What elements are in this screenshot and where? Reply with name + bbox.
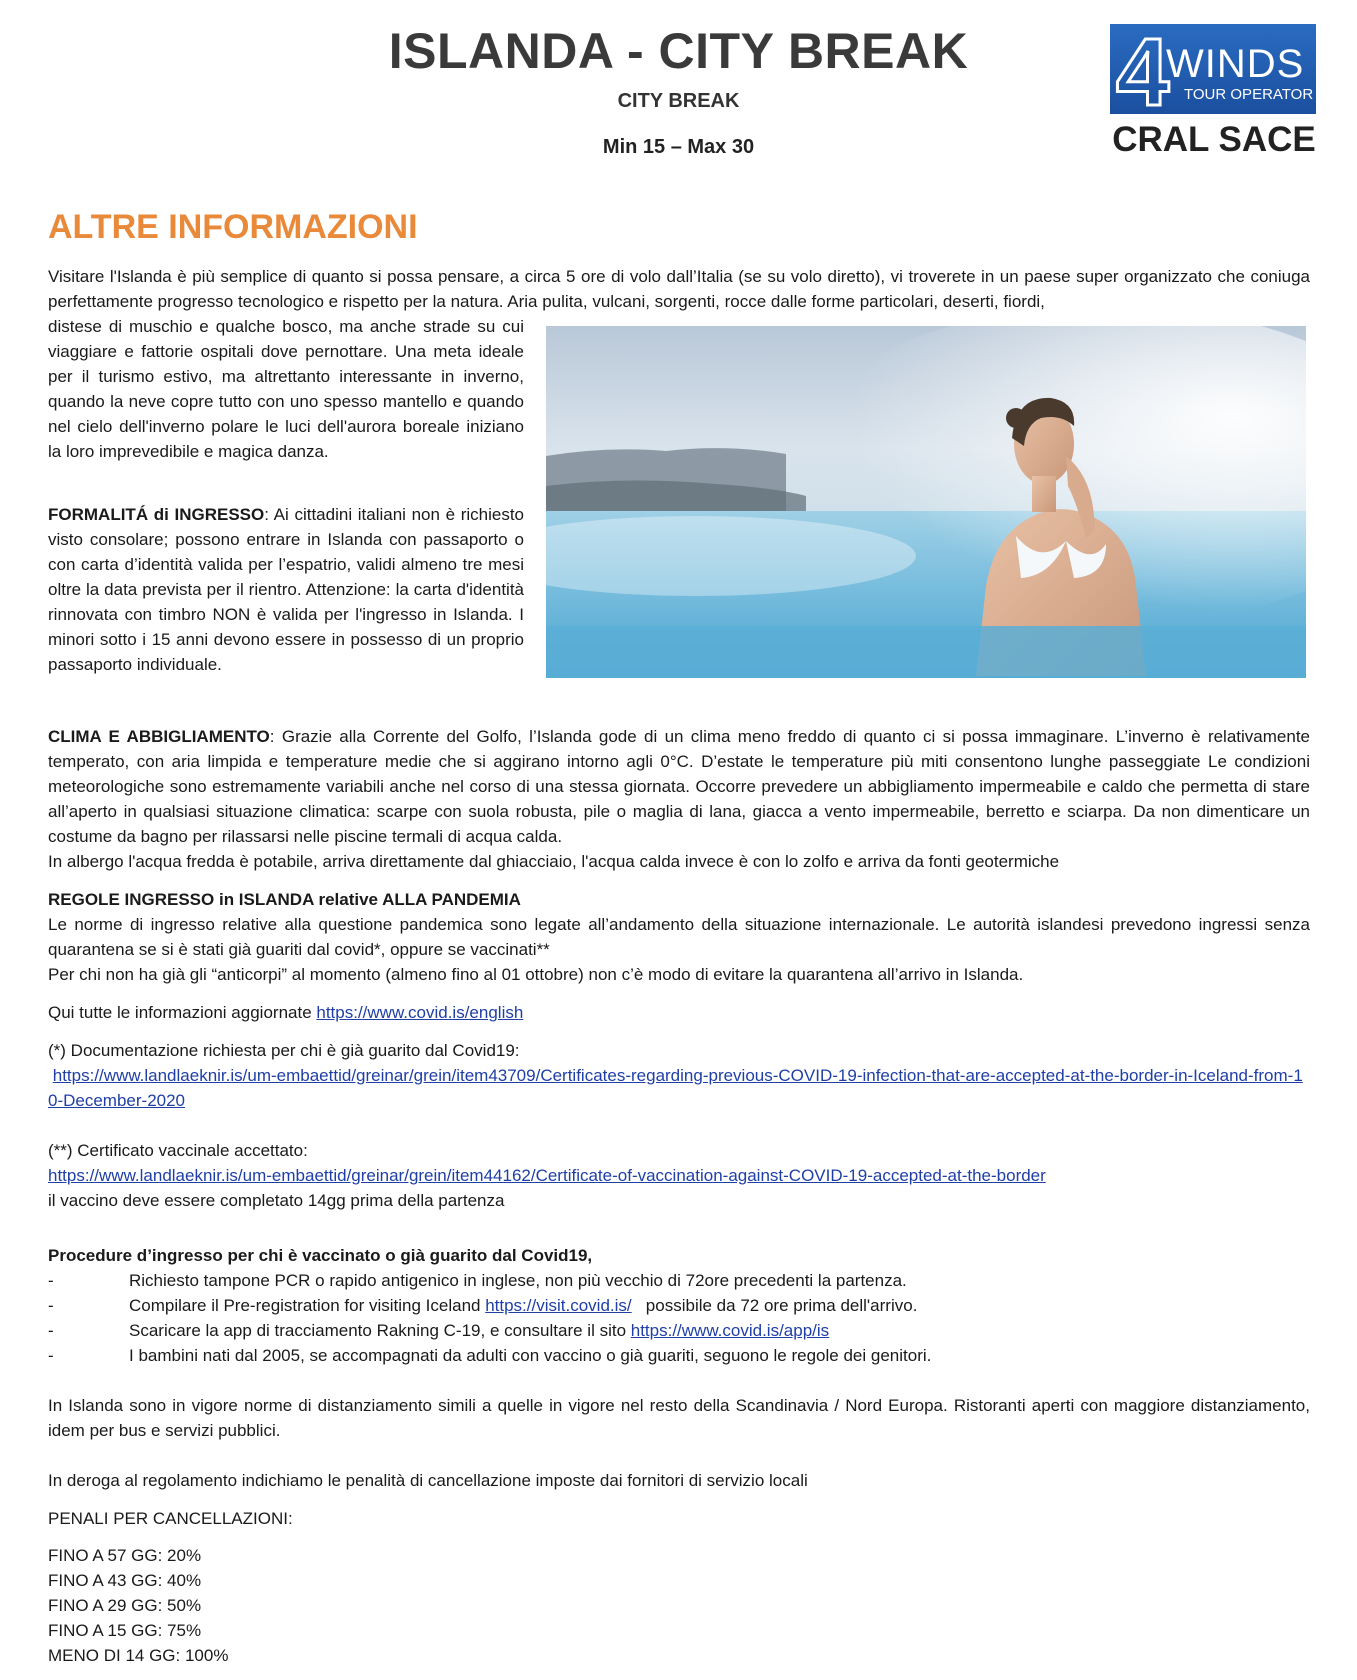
page-title: ISLANDA - CITY BREAK [388,23,969,79]
procedure-item-content [129,1318,829,1343]
bullet-dash: - [48,1271,54,1290]
formalita-text: : Ai cittadini italiani non è richiesto visto consolare; possono entrare in Islanda con passaporto o con carta d’identità valida per l’espatrio, validi almeno tre mesi oltre la data prevista per il rientro. Attenzione: la carta d'identità rinnovata con timbro NON è valida per l'ingresso in Islanda. I minori sotto i 15 anni devono essere in possesso di un proprio passaporto individuale. [48,505,524,674]
guarito-label: (*) Documentazione richiesta per chi è già guarito dal Covid19: [48,1041,520,1060]
page-subtitle: CITY BREAK [617,90,740,112]
procedure-title [48,1243,1310,1268]
list-item: FINO A 57 GG: 20% [48,1546,202,1565]
logo-brand: WINDS [1166,42,1305,86]
procedure-list [48,1268,1310,1368]
regole-paragraph: Le norme di ingresso relative alla questione pandemica sono legate all’andamento della situazione internazionale. Le autorità islandesi prevedono ingressi senza quarantena se si è stati già guariti dal covid*, oppure se vaccinati** [48,915,1310,959]
list-item: FINO A 15 GG: 75% [48,1621,202,1640]
vaccino-link-line [48,1163,1310,1188]
vaccino-link[interactable]: https://www.landlaeknir.is/um-embaettid/greinar/grein/item44162/Certificate-of-vaccination-against-COVID-19-accepted-at-the-border [48,1166,1046,1185]
blue-lagoon-photo [546,326,1306,678]
regole-paragraph-2: Per chi non ha già gli “anticorpi” al momento (almeno fino al 01 ottobre) non c’è modo di evitare la quarantena all’arrivo in Islanda. [48,965,1024,984]
procedure-item-text: Richiesto tampone PCR o rapido antigenico in inglese, non più vecchio di 72ore precedenti la partenza. [129,1271,907,1290]
vaccino-label: (**) Certificato vaccinale accettato: [48,1141,308,1160]
list-item: MENO DI 14 GG: 100% [48,1646,229,1665]
list-item: FINO A 29 GG: 50% [48,1596,202,1615]
penali-title: PENALI PER CANCELLAZIONI: [48,1509,293,1528]
list-item [48,1318,1310,1343]
procedure-item-text: Scaricare la app di tracciamento Rakning C-19, e consultare il sito [129,1321,631,1340]
list-item [48,1293,1310,1318]
procedure-item-content [129,1293,917,1318]
participants-range: Min 15 – Max 30 [602,136,755,158]
distanziamento-paragraph: In Islanda sono in vigore norme di distanziamento simili a quelle in vigore nel resto della Scandinavia / Nord Europa. Ristoranti aperti con maggiore distanziamento, idem per bus e servizi pubblici. [48,1396,1310,1440]
deroga-paragraph: In deroga al regolamento indichiamo le penalità di cancellazione imposte dai fornitori di servizio locali [48,1471,808,1490]
info-line [48,1000,1310,1025]
section-title: ALTRE INFORMAZIONI [48,208,418,246]
covid-info-link[interactable]: https://www.covid.is/english [316,1003,524,1022]
clima-paragraph [48,724,1310,849]
bullet-dash: - [48,1346,54,1365]
vaccino-note: il vaccino deve essere completato 14gg prima della partenza [48,1191,505,1210]
4winds-logo [1110,19,1316,126]
organization-name: CRAL SACE [1112,120,1316,159]
covid-app-link[interactable]: https://www.covid.is/app/is [630,1321,830,1340]
procedure-item-text: I bambini nati dal 2005, se accompagnati da adulti con vaccino o già guariti, seguono le regole dei genitori. [129,1346,932,1365]
bullet-dash: - [48,1321,54,1340]
water-paragraph: In albergo l'acqua fredda è potabile, arriva direttamente dal ghiacciaio, l'acqua calda invece è con lo zolfo e arriva da fonti geotermiche [48,852,1060,871]
list-item [48,1268,1310,1293]
procedure-title-text: Procedure d’ingresso per chi è vaccinato o già guarito dal Covid19, [48,1246,593,1265]
list-item [48,1343,1310,1368]
formalita-paragraph [48,502,524,677]
clima-label: CLIMA E ABBIGLIAMENTO [48,727,270,746]
penali-list [48,1543,228,1668]
visit-covid-link[interactable]: https://visit.covid.is/ [485,1296,632,1315]
intro-paragraph: Visitare l'Islanda è più semplice di quanto si possa pensare, a circa 5 ore di volo dall’Italia (se su volo diretto), vi troverete in un paese super organizzato che coniuga perfettamente progresso tecnologico e rispetto per la natura. Aria pulita, vulcani, sorgenti, rocce dalle forme particolari, deserti, fiordi, [48,267,1310,311]
guarito-link[interactable]: https://www.landlaeknir.is/um-embaettid/greinar/grein/item43709/Certificates-regarding-previous-COVID-19-infection-that-are-accepted-at-the-border-in-Iceland-from-10-December-2020 [48,1066,1303,1110]
info-prefix: Qui tutte le informazioni aggiornate [48,1003,317,1022]
list-item: FINO A 43 GG: 40% [48,1571,202,1590]
procedure-item-after: possibile da 72 ore prima dell'arrivo. [631,1296,918,1315]
bullet-dash: - [48,1296,54,1315]
regole-title-text: REGOLE INGRESSO in ISLANDA relative ALLA PANDEMIA [48,890,521,909]
procedure-item-text: Compilare il Pre-registration for visiting Iceland [129,1296,486,1315]
formalita-label: FORMALITÁ di INGRESSO [48,505,265,524]
logo-number: 4 [1116,19,1170,126]
guarito-link-line [48,1063,1310,1113]
regole-title [48,887,1310,912]
clima-text: : Grazie alla Corrente del Golfo, l’Islanda gode di un clima meno freddo di quanto ci si possa immaginare. L’inverno è relativamente temperato, con aria limpida e temperature medie che si aggirano intorno agli 0°C. D’estate le temperature più miti consentono lunghe passeggiate Le condizioni meteorologiche sono estremamente variabili anche nel corso di una stessa giornata. Occorre prevedere un abbigliamento impermeabile e caldo che permetta di stare all’aperto in qualsiasi situazione climatica: scarpe con suola robusta, pile o maglia di lana, giacca a vento impermeabile, berretto e sciarpa. Da non dimenticare un costume da bagno per rilassarsi nelle piscine termali di acqua calda. [48,727,1310,846]
intro-continued: distese di muschio e qualche bosco, ma anche strade su cui viaggiare e fattorie ospitali dove pernottare. Una meta ideale per il turismo estivo, ma altrettanto interessante in inverno, quando la neve copre tutto con uno spesso mantello e quando nel cielo dell'inverno polare le luci dell'aurora boreale iniziano la loro imprevedibile e magica danza. [48,317,524,461]
logo-tagline: TOUR OPERATOR [1184,86,1314,103]
